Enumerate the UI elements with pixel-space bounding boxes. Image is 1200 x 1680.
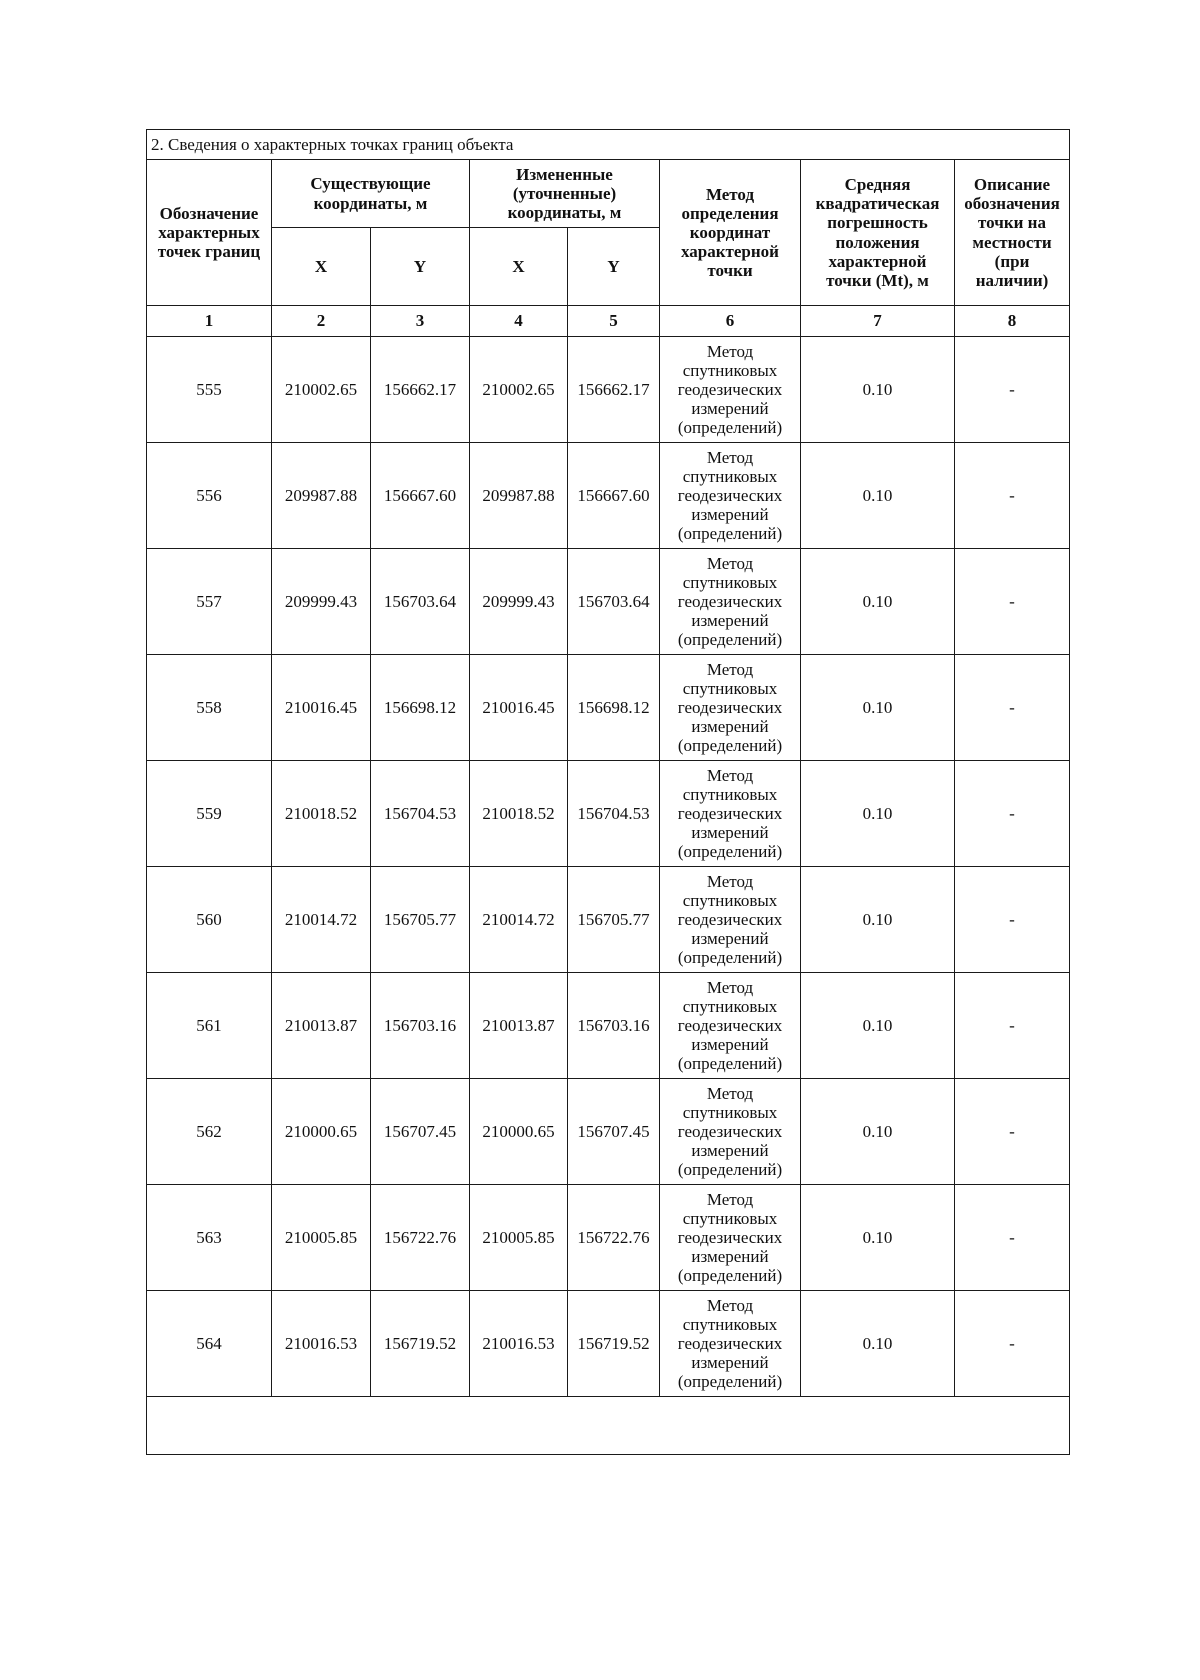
method-text-line: Метод <box>706 765 754 785</box>
changed-y-cell: 156703.64 <box>568 549 660 655</box>
column-number: 2 <box>272 306 371 337</box>
header-text: Описание <box>973 175 1051 195</box>
method-cell <box>660 761 801 867</box>
method-text-line: спутниковых <box>682 1314 778 1334</box>
method-cell <box>660 1079 801 1185</box>
changed-x-cell: 209987.88 <box>470 443 568 549</box>
boundary-points-table <box>146 129 1070 1455</box>
method-text-line: геодезических <box>677 1015 783 1035</box>
column-number: 6 <box>660 306 801 337</box>
point-designation-cell: 564 <box>147 1291 272 1397</box>
existing-y-cell: 156667.60 <box>371 443 470 549</box>
changed-y-cell: 156707.45 <box>568 1079 660 1185</box>
changed-x-cell: 210005.85 <box>470 1185 568 1291</box>
header-text: (уточненные) <box>512 183 617 203</box>
header-text: характерной <box>828 251 927 271</box>
existing-x-cell: 210016.53 <box>272 1291 371 1397</box>
header-method <box>660 160 801 306</box>
mean-error-cell: 0.10 <box>801 443 955 549</box>
header-text: Обозначение <box>159 203 259 223</box>
method-text-line: спутниковых <box>682 996 778 1016</box>
empty-cell <box>147 1397 1070 1455</box>
existing-y-cell: 156719.52 <box>371 1291 470 1397</box>
mean-error-cell: 0.10 <box>801 655 955 761</box>
column-number: 4 <box>470 306 568 337</box>
description-cell: - <box>955 443 1070 549</box>
method-text-line: спутниковых <box>682 784 778 804</box>
method-text-line: спутниковых <box>682 890 778 910</box>
existing-y-cell: 156703.16 <box>371 973 470 1079</box>
header-text: Средняя <box>844 175 911 195</box>
description-cell: - <box>955 1079 1070 1185</box>
point-designation-cell: 556 <box>147 443 272 549</box>
method-text-line: Метод <box>706 1083 754 1103</box>
changed-x-cell: 210002.65 <box>470 337 568 443</box>
changed-y-cell: 156705.77 <box>568 867 660 973</box>
header-row-top <box>147 160 1070 228</box>
existing-x-cell: 210000.65 <box>272 1079 371 1185</box>
table-row <box>147 761 1070 867</box>
changed-x-cell: 210016.45 <box>470 655 568 761</box>
existing-x-cell: 210018.52 <box>272 761 371 867</box>
method-text-line: (определений) <box>677 948 783 968</box>
table-row <box>147 337 1070 443</box>
mean-error-cell: 0.10 <box>801 761 955 867</box>
header-changed-x: X <box>470 228 568 306</box>
method-text-line: измерений <box>691 823 769 843</box>
method-cell <box>660 867 801 973</box>
mean-error-cell: 0.10 <box>801 1185 955 1291</box>
changed-y-cell: 156662.17 <box>568 337 660 443</box>
method-text-line: Метод <box>706 341 754 361</box>
point-designation-cell: 561 <box>147 973 272 1079</box>
method-text-line: геодезических <box>677 1227 783 1247</box>
method-text-line: (определений) <box>677 418 783 438</box>
method-text-line: измерений <box>691 717 769 737</box>
table-row <box>147 973 1070 1079</box>
table-row <box>147 867 1070 973</box>
changed-y-cell: 156704.53 <box>568 761 660 867</box>
table-row <box>147 549 1070 655</box>
method-text-line: геодезических <box>677 485 783 505</box>
changed-y-cell: 156698.12 <box>568 655 660 761</box>
method-text-line: спутниковых <box>682 466 778 486</box>
header-text: определения <box>681 203 779 223</box>
point-designation-cell: 559 <box>147 761 272 867</box>
point-designation-cell: 557 <box>147 549 272 655</box>
existing-x-cell: 210002.65 <box>272 337 371 443</box>
changed-x-cell: 210000.65 <box>470 1079 568 1185</box>
method-text-line: геодезических <box>677 909 783 929</box>
method-text-line: геодезических <box>677 697 783 717</box>
changed-y-cell: 156719.52 <box>568 1291 660 1397</box>
method-text-line: (определений) <box>677 630 783 650</box>
header-text: (при <box>994 251 1030 271</box>
method-text-line: (определений) <box>677 842 783 862</box>
header-mean-square-error <box>801 160 955 306</box>
changed-y-cell: 156722.76 <box>568 1185 660 1291</box>
header-text: характерных <box>158 222 260 242</box>
method-text-line: (определений) <box>677 736 783 756</box>
method-cell <box>660 337 801 443</box>
method-text-line: геодезических <box>677 1121 783 1141</box>
header-text: координаты, м <box>507 203 622 223</box>
header-text: местности <box>972 232 1052 252</box>
method-text-line: измерений <box>691 399 769 419</box>
method-cell <box>660 973 801 1079</box>
header-text: положения <box>835 232 920 252</box>
header-text: точки на <box>978 213 1046 233</box>
header-text: Измененные <box>516 164 613 184</box>
method-text-line: (определений) <box>677 1054 783 1074</box>
existing-y-cell: 156707.45 <box>371 1079 470 1185</box>
method-text-line: измерений <box>691 929 769 949</box>
changed-x-cell: 210013.87 <box>470 973 568 1079</box>
header-text: точки (Mt), м <box>826 270 929 290</box>
changed-x-cell: 210016.53 <box>470 1291 568 1397</box>
method-text-line: измерений <box>691 1141 769 1161</box>
table-row <box>147 655 1070 761</box>
existing-y-cell: 156704.53 <box>371 761 470 867</box>
method-text-line: (определений) <box>677 1160 783 1180</box>
method-text-line: спутниковых <box>682 678 778 698</box>
header-text: квадратическая <box>815 194 940 214</box>
method-cell <box>660 1291 801 1397</box>
changed-y-cell: 156703.16 <box>568 973 660 1079</box>
section-title: 2. Сведения о характерных точках границ объекта <box>147 130 1070 160</box>
header-text: Существующие <box>310 174 431 194</box>
changed-x-cell: 209999.43 <box>470 549 568 655</box>
header-text: точки <box>707 261 753 281</box>
description-cell: - <box>955 867 1070 973</box>
table-row <box>147 1079 1070 1185</box>
method-text-line: спутниковых <box>682 1102 778 1122</box>
column-number: 5 <box>568 306 660 337</box>
method-text-line: спутниковых <box>682 1208 778 1228</box>
mean-error-cell: 0.10 <box>801 1079 955 1185</box>
header-text: наличии) <box>975 270 1049 290</box>
header-text: характерной <box>681 242 779 262</box>
existing-y-cell: 156722.76 <box>371 1185 470 1291</box>
description-cell: - <box>955 337 1070 443</box>
mean-error-cell: 0.10 <box>801 867 955 973</box>
header-point-designation <box>147 160 272 306</box>
description-cell: - <box>955 1291 1070 1397</box>
method-text-line: (определений) <box>677 1266 783 1286</box>
description-cell: - <box>955 973 1070 1079</box>
header-changed-y: Y <box>568 228 660 306</box>
header-text: обозначения <box>964 194 1060 214</box>
description-cell: - <box>955 655 1070 761</box>
existing-y-cell: 156698.12 <box>371 655 470 761</box>
method-text-line: измерений <box>691 505 769 525</box>
method-text-line: геодезических <box>677 803 783 823</box>
method-text-line: спутниковых <box>682 360 778 380</box>
changed-x-cell: 210014.72 <box>470 867 568 973</box>
existing-y-cell: 156662.17 <box>371 337 470 443</box>
changed-x-cell: 210018.52 <box>470 761 568 867</box>
header-existing-coordinates <box>272 160 470 228</box>
existing-x-cell: 210016.45 <box>272 655 371 761</box>
title-row <box>147 130 1070 160</box>
column-number-row <box>147 306 1070 337</box>
method-cell <box>660 443 801 549</box>
column-number: 1 <box>147 306 272 337</box>
mean-error-cell: 0.10 <box>801 973 955 1079</box>
method-text-line: Метод <box>706 553 754 573</box>
column-number: 7 <box>801 306 955 337</box>
description-cell: - <box>955 761 1070 867</box>
method-text-line: Метод <box>706 1189 754 1209</box>
method-text-line: геодезических <box>677 1333 783 1353</box>
method-text-line: измерений <box>691 1247 769 1267</box>
header-text: точек границ <box>157 242 261 262</box>
method-text-line: Метод <box>706 871 754 891</box>
method-text-line: геодезических <box>677 379 783 399</box>
table-row <box>147 443 1070 549</box>
header-text: погрешность <box>827 213 928 233</box>
method-text-line: (определений) <box>677 1372 783 1392</box>
header-text: координат <box>689 222 771 242</box>
method-text-line: Метод <box>706 977 754 997</box>
point-designation-cell: 562 <box>147 1079 272 1185</box>
method-text-line: измерений <box>691 1353 769 1373</box>
table-row <box>147 1291 1070 1397</box>
method-text-line: измерений <box>691 1035 769 1055</box>
existing-x-cell: 210014.72 <box>272 867 371 973</box>
existing-x-cell: 210013.87 <box>272 973 371 1079</box>
method-cell <box>660 1185 801 1291</box>
method-cell <box>660 549 801 655</box>
mean-error-cell: 0.10 <box>801 1291 955 1397</box>
existing-x-cell: 209999.43 <box>272 549 371 655</box>
existing-y-cell: 156703.64 <box>371 549 470 655</box>
method-text-line: Метод <box>706 659 754 679</box>
existing-x-cell: 210005.85 <box>272 1185 371 1291</box>
method-text-line: измерений <box>691 611 769 631</box>
description-cell: - <box>955 549 1070 655</box>
method-cell <box>660 655 801 761</box>
header-text: координаты, м <box>313 193 428 213</box>
header-changed-coordinates <box>470 160 660 228</box>
existing-x-cell: 209987.88 <box>272 443 371 549</box>
header-text: Метод <box>705 184 755 204</box>
description-cell: - <box>955 1185 1070 1291</box>
changed-y-cell: 156667.60 <box>568 443 660 549</box>
method-text-line: спутниковых <box>682 572 778 592</box>
point-designation-cell: 560 <box>147 867 272 973</box>
column-number: 8 <box>955 306 1070 337</box>
point-designation-cell: 558 <box>147 655 272 761</box>
header-existing-y: Y <box>371 228 470 306</box>
method-text-line: геодезических <box>677 591 783 611</box>
empty-row <box>147 1397 1070 1455</box>
mean-error-cell: 0.10 <box>801 549 955 655</box>
method-text-line: Метод <box>706 1295 754 1315</box>
point-designation-cell: 563 <box>147 1185 272 1291</box>
header-existing-x: X <box>272 228 371 306</box>
existing-y-cell: 156705.77 <box>371 867 470 973</box>
column-number: 3 <box>371 306 470 337</box>
point-designation-cell: 555 <box>147 337 272 443</box>
mean-error-cell: 0.10 <box>801 337 955 443</box>
table-row <box>147 1185 1070 1291</box>
method-text-line: (определений) <box>677 524 783 544</box>
method-text-line: Метод <box>706 447 754 467</box>
header-description <box>955 160 1070 306</box>
